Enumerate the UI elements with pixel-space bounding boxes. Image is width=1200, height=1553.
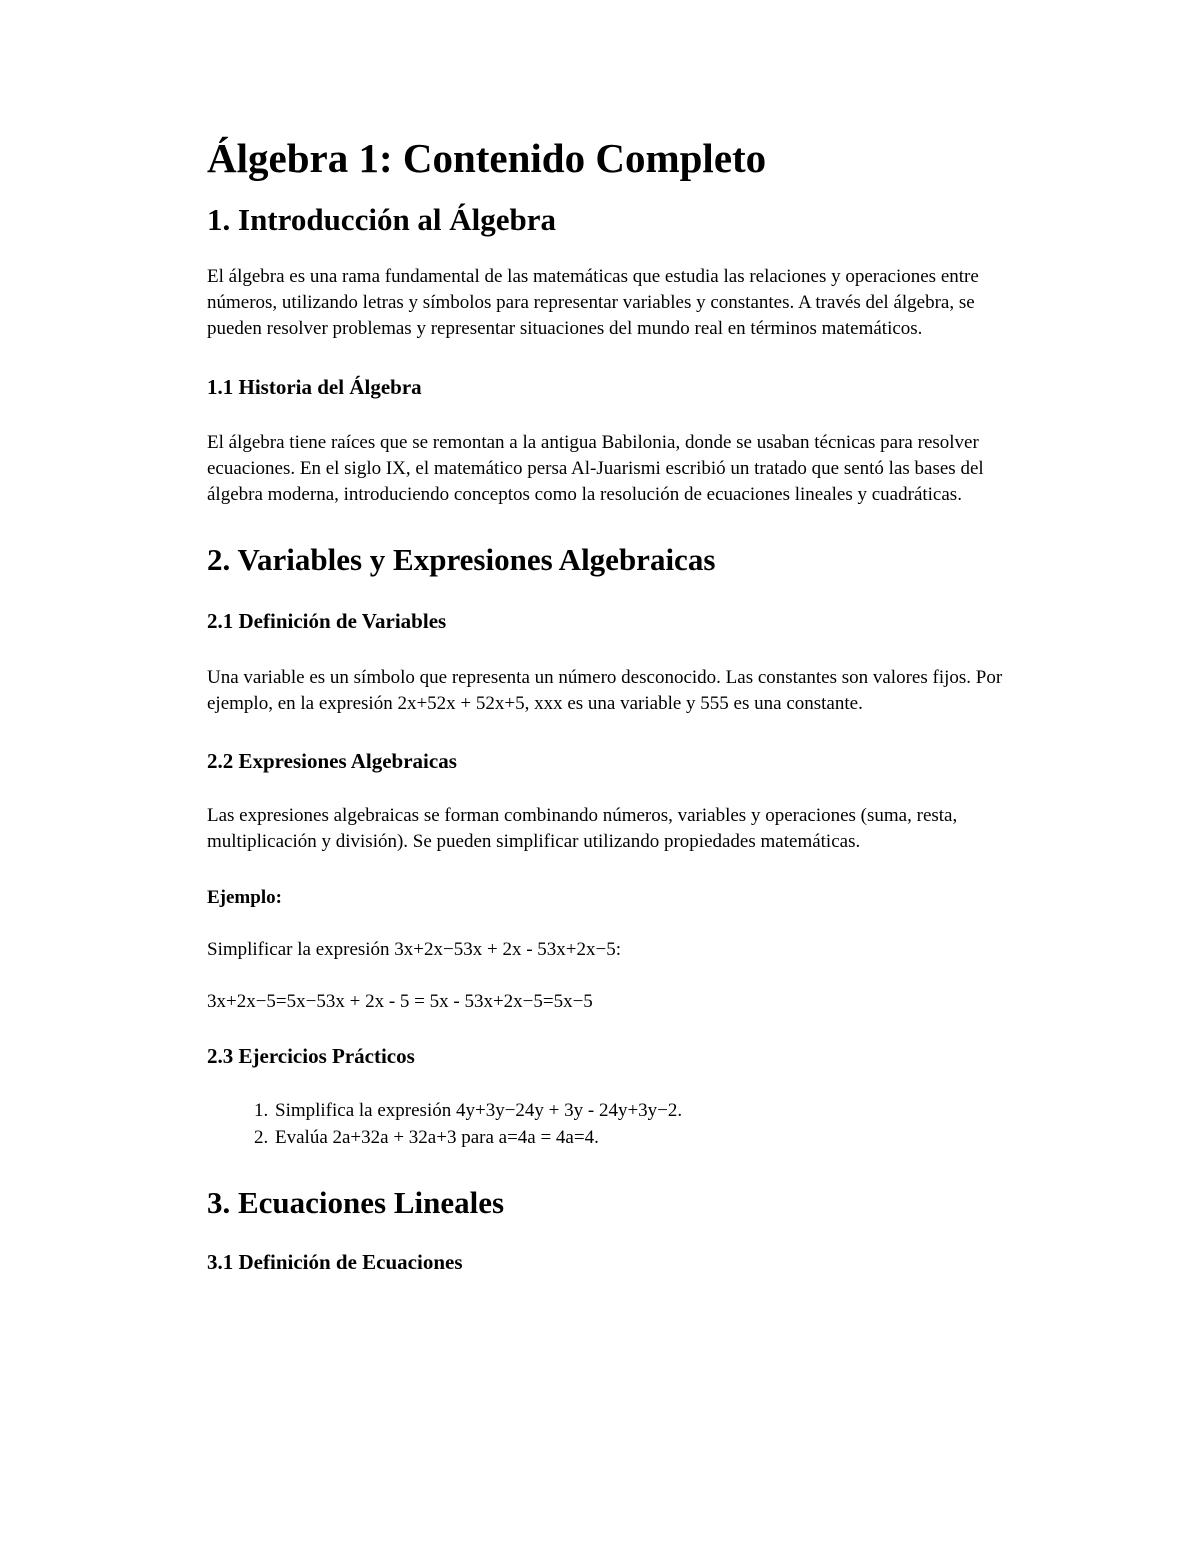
section-heading-introduccion: 1. Introducción al Álgebra: [207, 202, 557, 237]
paragraph-definicion-variables: Una variable es un símbolo que representa un número desconocido. Las constantes son valores fijos. Por ejemplo, en la expresión 2x+52x + 52x+5, xxx es una variable y 555 es una constante.: [207, 667, 1003, 714]
document-title: Álgebra 1: Contenido Completo: [207, 135, 767, 181]
paragraph-introduccion: El álgebra es una rama fundamental de las matemáticas que estudia las relaciones y operaciones entre números, utilizando letras y símbolos para representar variables y constantes. A través del álgebra, se pueden resolver problemas y representar situaciones del mundo real en términos matemáticos.: [207, 266, 979, 339]
paragraph-historia: El álgebra tiene raíces que se remontan a la antigua Babilonia, donde se usaban técnicas para resolver ecuaciones. En el siglo IX, el matemático persa Al-Juarismi escribió un tratado que sentó las bases del álgebra moderna, introduciendo conceptos como la resolución de ecuaciones lineales y cuadráticas.: [207, 432, 984, 505]
subsection-heading-definicion-ecuaciones: 3.1 Definición de Ecuaciones: [207, 1250, 463, 1274]
example-result: 3x+2x−5=5x−53x + 2x - 5 = 5x - 53x+2x−5=5x−5: [207, 991, 593, 1012]
section-heading-variables: 2. Variables y Expresiones Algebraicas: [207, 542, 716, 577]
example-label: Ejemplo:: [207, 887, 282, 908]
subsection-heading-expresiones: 2.2 Expresiones Algebraicas: [207, 749, 457, 773]
exercise-list: [207, 1097, 1007, 1151]
section-heading-ecuaciones-lineales: 3. Ecuaciones Lineales: [207, 1185, 505, 1220]
subsection-heading-definicion-variables: 2.1 Definición de Variables: [207, 609, 447, 633]
list-item: 2. Evalúa 2a+32a + 32a+3 para a=4a = 4a=4.: [273, 1124, 1007, 1151]
paragraph-expresiones: Las expresiones algebraicas se forman combinando números, variables y operaciones (suma, resta, multiplicación y división). Se pueden simplificar utilizando propiedades matemáticas.: [207, 805, 958, 852]
subsection-heading-ejercicios: 2.3 Ejercicios Prácticos: [207, 1044, 415, 1068]
document-page: [207, 134, 1007, 1275]
list-item: 1. Simplifica la expresión 4y+3y−24y + 3y - 24y+3y−2.: [273, 1097, 1007, 1124]
subsection-heading-historia: 1.1 Historia del Álgebra: [207, 375, 422, 399]
example-prompt: Simplificar la expresión 3x+2x−53x + 2x - 53x+2x−5:: [207, 939, 621, 960]
